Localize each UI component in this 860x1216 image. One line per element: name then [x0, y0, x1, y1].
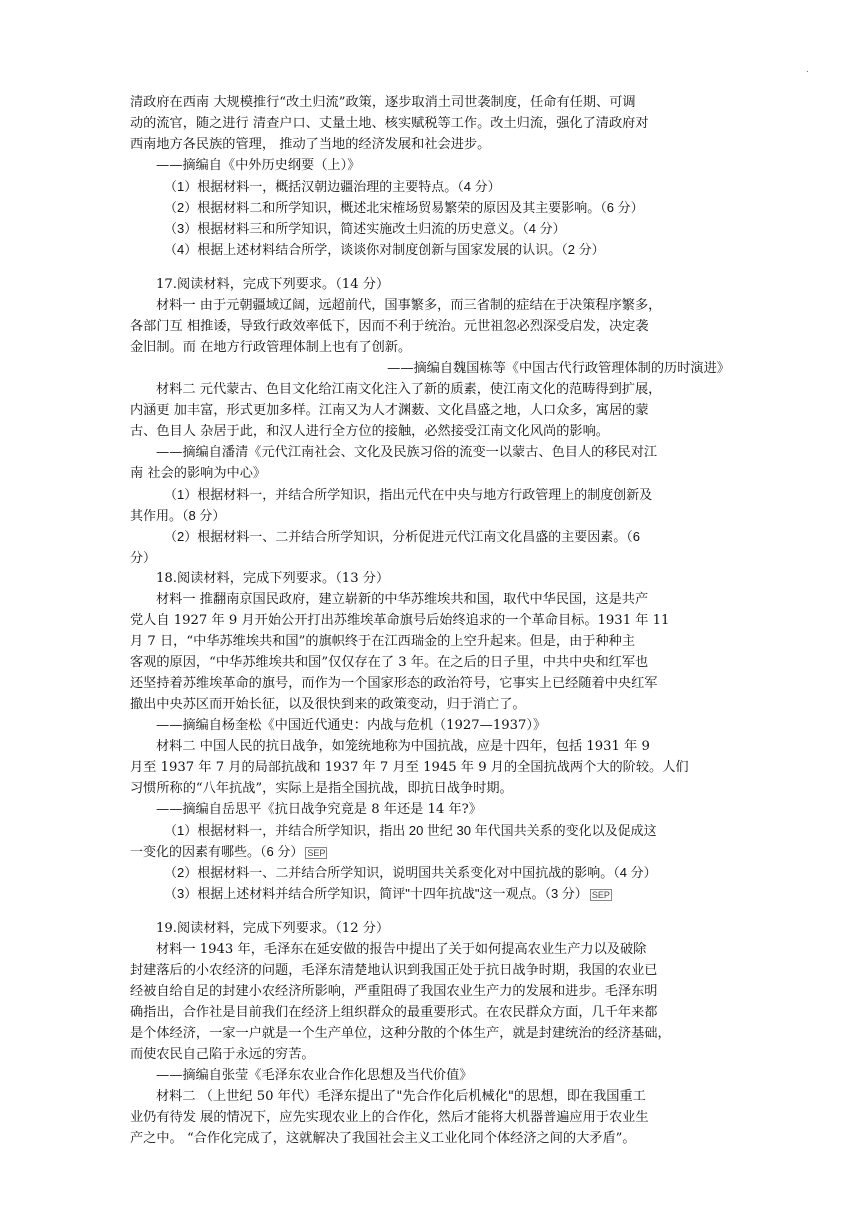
q18-item-1: （1）根据材料一，并结合所学知识，指出 20 世纪 30 年代国共关系的变化以及促成这: [164, 823, 657, 838]
q17-item-2: （2）根据材料一、二并结合所学知识，分析促进元代江南文化昌盛的主要因素。（6: [164, 529, 640, 544]
q18-item-3-text: （3）根据上述材料并结合所学知识，简评"十四年抗战"这一观点。（3 分）: [164, 886, 588, 901]
q18-m1-line-2: 党人自 1927 年 9 月开始公开打出苏维埃革命旗号后始终追求的一个革命目标。1931 年 11: [130, 613, 670, 628]
q17-m2-source-2: 南 社会的影响为中心》: [130, 466, 267, 481]
q18-m2-source: ——摘编自岳思平《抗日战争究竟是 8 年还是 14 年?》: [156, 802, 482, 817]
q19-m1-source: ——摘编自张莹《毛泽东农业合作化思想及当代价值》: [156, 1068, 473, 1083]
intro-line-1: 清政府在西南 大规模推行“改土归流”政策，逐步取消土司世袭制度，任命有任期、可调: [130, 95, 636, 110]
q18-item-1-cont: [130, 841, 730, 862]
q19-m1-line-3: 经被自给自足的封建小农经济所影响，严重阻碍了我国农业生产力的发展和进步。毛泽东明: [130, 984, 658, 999]
q19-m1-line-1: 材料一 1943 年，毛泽东在延安做的报告中提出了关于如何提高农业生产力以及破除: [156, 942, 647, 957]
q16-item-2: （2）根据材料二和所学知识，概述北宋榷场贸易繁荣的原因及其主要影响。（6 分）: [164, 200, 644, 215]
q18-m2-line-3: 习惯所称的“八年抗战”，实际上是指全国抗战，即抗日战争时期。: [130, 781, 513, 796]
q17-m2-line-2: 内涵更 加丰富，形式更加多样。江南又为人才渊薮、文化昌盛之地，人口众多，寓居的蒙: [130, 403, 649, 418]
q17-item-1: （1）根据材料一，并结合所学知识，指出元代在中央与地方行政管理上的制度创新及: [164, 487, 653, 502]
q18-m1-line-4: 客观的原因，“中华苏维埃共和国”仅仅存在了 3 年。在之后的日子里，中共中央和红军也: [130, 655, 649, 670]
intro-source: ——摘编自《中外历史纲要（上）》: [156, 158, 361, 173]
q18-m1-line-6: 撤出中央苏区而开始长征，以及很快到来的政策变动，归于消亡了。: [130, 697, 526, 712]
q18-m2-line-1: 材料二 中国人民的抗日战争，如笼统地称为中国抗战，应是十四年，包括 1931 年 9: [156, 739, 650, 754]
q18-m1-line-5: 还坚持着苏维埃革命的旗号，而作为一个国家形态的政治符号，它事实上已经随着中央红军: [130, 676, 658, 691]
q16-item-3: （3）根据材料三和所学知识，简述实施改土归流的历史意义。（4 分）: [164, 221, 566, 236]
intro-line-2: 动的流官，随之进行 清查户口、丈量土地、核实赋税等工作。改土归流，强化了清政府对: [130, 116, 649, 131]
q18-m1-source: ——摘编自杨奎松《中国近代通史：内战与危机（1927—1937）》: [156, 718, 547, 733]
q17-m1-line-1: 材料一 由于元朝疆域辽阔，远超前代，国事繁多，而三省制的症结在于决策程序繁多，: [156, 298, 662, 313]
sep-mark-icon: SEP: [591, 889, 610, 900]
q18-m2-line-2: 月至 1937 年 7 月的局部抗战和 1937 年 7 月至 1945 年 9 月的全国抗战两个大的阶较。人们: [130, 760, 689, 775]
q19-m1-line-5: 是个体经济，一家一户就是一个生产单位，这种分散的个体生产，就是封建统治的经济基础，: [130, 1026, 671, 1041]
q17-item-2-cont: 分）: [130, 550, 157, 565]
q17-m2-source-1: ——摘编自潘清《元代江南社会、文化及民族习俗的流变一以蒙古、色目人的移民对江: [156, 445, 658, 460]
q16-item-4: （4）根据上述材料结合所学，谈谈你对制度创新与国家发展的认识。（2 分）: [164, 242, 605, 257]
q19-m2-line-1: 材料二 （上世纪 50 年代）毛泽东提出了"先合作化后机械化"的思想，即在我国重工: [156, 1089, 646, 1104]
q18-title: 18.阅读材料，完成下列要求。（13 分）: [156, 571, 390, 586]
q18-m1-line-1: 材料一 推翻南京国民政府，建立崭新的中华苏维埃共和国，取代中华民国，这是共产: [156, 592, 649, 607]
q19-m1-line-6: 而使农民自己陷于永远的穷苦。: [130, 1047, 315, 1062]
q17-item-1-cont: 其作用。（8 分）: [130, 508, 226, 523]
q18-item-1-cont-text: 一变化的因素有哪些。（6 分）: [130, 844, 304, 859]
q19-m1-line-2: 封建落后的小农经济的问题，毛泽东清楚地认识到我国正处于抗日战争时期，我国的农业已: [130, 963, 658, 978]
q17-m1-line-3: 金旧制。而 在地方行政管理体制上也有了创新。: [130, 340, 412, 355]
q16-item-1: （1）根据材料一，概括汉朝边疆治理的主要特点。（4 分）: [164, 179, 501, 194]
q17-m2-line-3: 古、色目人 杂居于此，和汉人进行全方位的接触，必然接受江南文化风尚的影响。: [130, 424, 609, 439]
sep-mark-icon: SEP: [307, 847, 326, 858]
intro-line-3: 西南地方各民族的管理， 推动了当地的经济发展和社会进步。: [130, 137, 491, 152]
q17-m2-line-1: 材料二 元代蒙古、色目文化给江南文化注入了新的质素，使江南文化的范畴得到扩展，: [156, 382, 662, 397]
q19-m2-line-3: 产之中。 “合作化完成了，这就解决了我国社会主义工业化同个体经济之间的大矛盾”。: [130, 1131, 636, 1146]
q18-item-3: [130, 883, 730, 904]
q17-title: 17.阅读材料，完成下列要求。（14 分）: [156, 277, 390, 292]
q18-item-2: （2）根据材料一、二并结合所学知识，说明国共关系变化对中国抗战的影响。（4 分）: [164, 865, 657, 880]
page-mark: .: [806, 64, 809, 75]
q18-m1-line-3: 月 7 日，“中华苏维埃共和国”的旗帜终于在江西瑞金的上空升起来。但是，由于种种主: [130, 634, 636, 649]
q19-m2-line-2: 业仍有待发 展的情况下，应先实现农业上的合作化，然后才能将大机器普遍应用于农业生: [130, 1110, 649, 1125]
document-page: [130, 92, 730, 1149]
q19-m1-line-4: 确指出，合作社是目前我们在经济上组织群众的最重要形式。在农民群众方面，几千年来都: [130, 1005, 658, 1020]
q17-m1-source: ——摘编自魏国栋等《中国古代行政管理体制的历时演进》: [387, 361, 730, 376]
q17-m1-line-2: 各部门互 相推诿，导致行政效率低下，因而不利于统治。元世祖忽必烈深受启发，决定袭: [130, 319, 649, 334]
q19-title: 19.阅读材料，完成下列要求。（12 分）: [156, 921, 390, 936]
